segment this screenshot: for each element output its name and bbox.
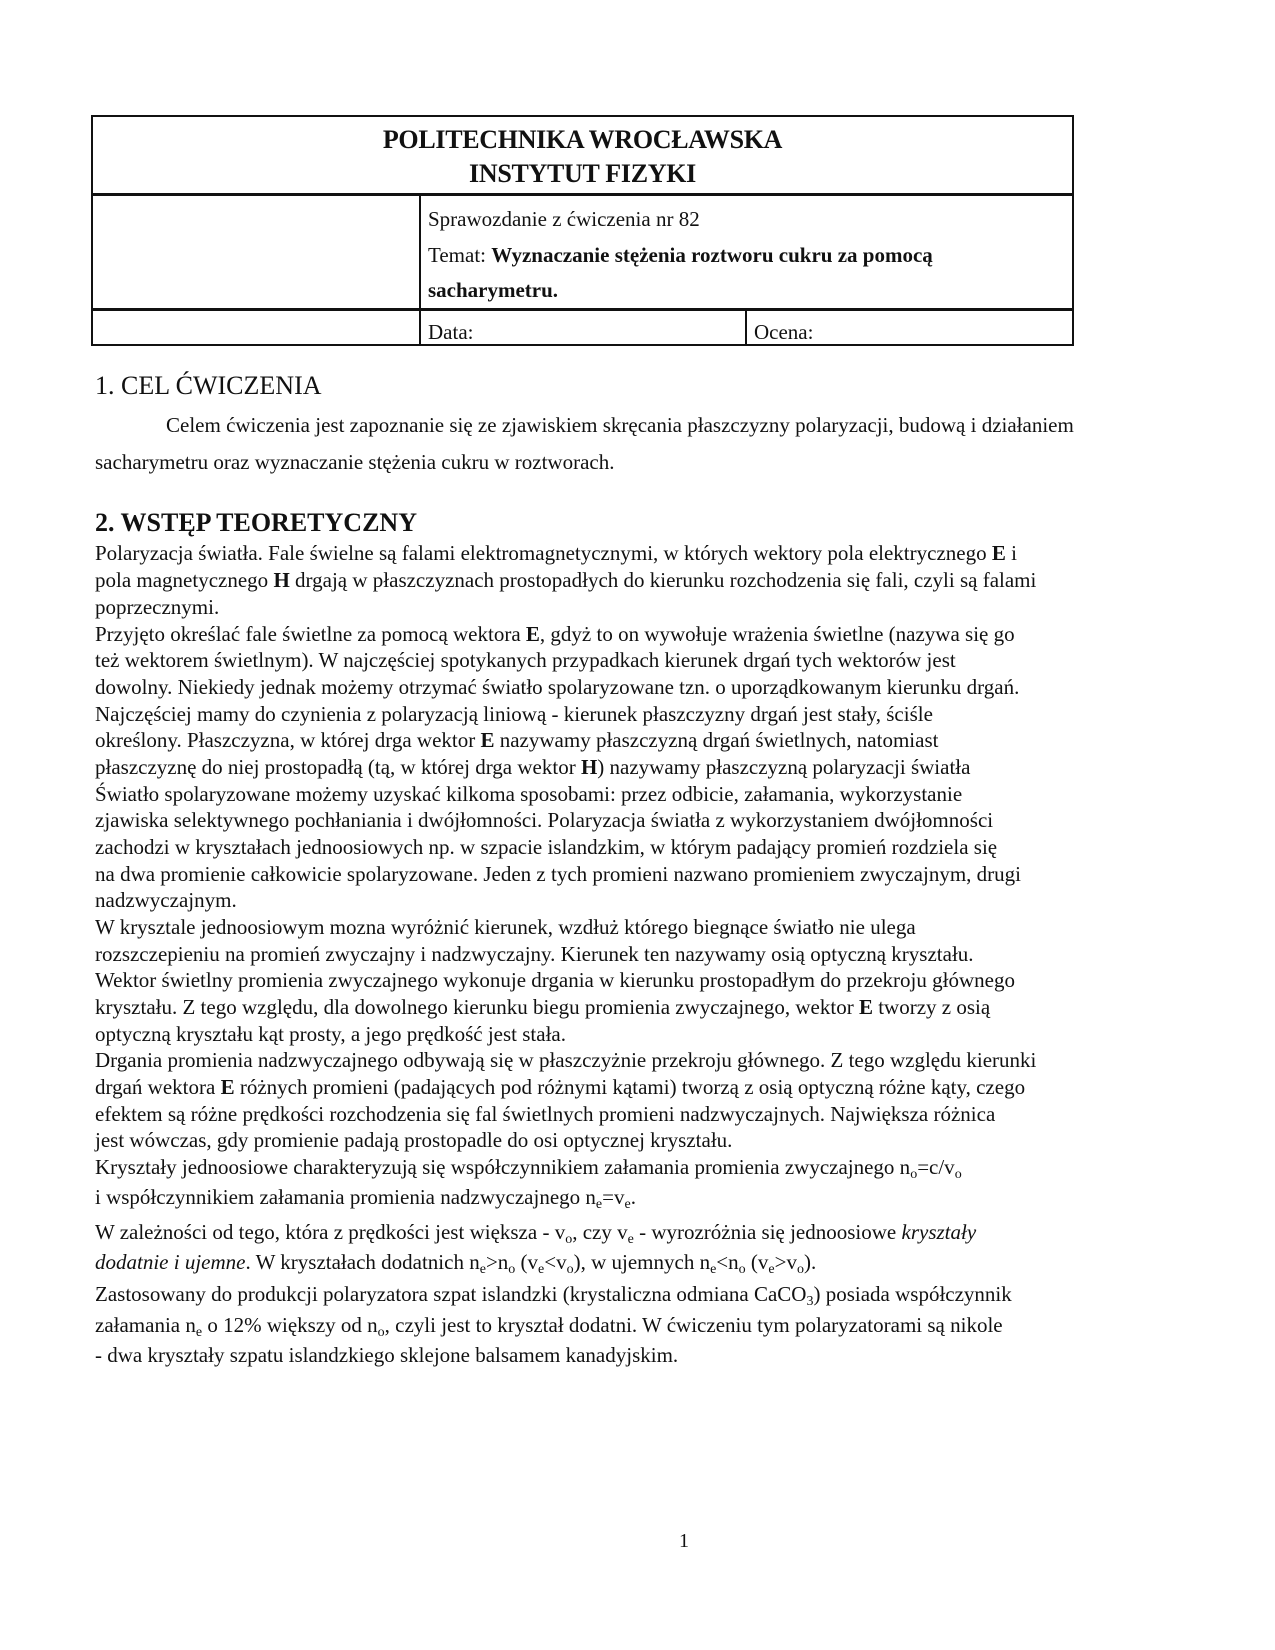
paragraph-line: rozszczepieniu na promień zwyczajny i nadzwyczajny. Kierunek ten nazywamy osią optyczną kryształu. [95, 942, 974, 966]
paragraph-line: załamania $n_e$ o 12% większy od $n_o$, czyli jest to kryształ dodatni. W ćwiczeniu tym polaryzatorami są nikole [95, 1313, 1003, 1340]
paragraph-line: Polaryzacja światła. Fale świelne są falami elektromagnetycznymi, w których wektory pola elektrycznego E i [95, 541, 1017, 565]
section-heading-goal: 1. CEL ĆWICZENIA [95, 371, 322, 400]
paragraph-line: kryształu. Z tego względu, dla dowolnego kierunku biegu promienia zwyczajnego, wektor E tworzy z osią [95, 995, 991, 1019]
paragraph-line: płaszczyznę do niej prostopadłą (tą, w której drga wektor H) nazywamy płaszczyzną polaryzacji światła [95, 755, 971, 779]
paragraph-line: drgań wektora E różnych promieni (padających pod różnymi kątami) tworzą z osią optyczną różne kąty, czego [95, 1075, 1026, 1099]
paragraph-line: efektem są różne prędkości rozchodzenia się fal świetlnych promieni nadzwyczajnych. Największa różnica [95, 1102, 996, 1126]
university-name: POLITECHNIKA WROCŁAWSKA [382, 125, 783, 154]
paragraph-line: poprzecznymi. [95, 595, 220, 619]
section-heading-theory: 2. WSTĘP TEORETYCZNY [95, 508, 417, 537]
table-divider [745, 309, 747, 344]
paragraph-line: nadzwyczajnym. [95, 888, 237, 912]
table-divider [93, 308, 1072, 311]
topic-title: Wyznaczanie stężenia roztworu cukru za pomocą [491, 243, 933, 267]
paragraph-line: też wektorem świetlnym). W najczęściej spotykanych przypadkach kierunek drgań tych wektorów jest [95, 648, 956, 672]
paragraph-line: na dwa promienie całkowicie spolaryzowane. Jeden z tych promieni nazwano promieniem zwyczajnym, drugi [95, 862, 1021, 886]
paragraph-line: W zależności od tego, która z prędkości jest większa - $v_o$, czy $v_e$ - wyrozróżnia się jednoosiowe kryształy [95, 1220, 977, 1247]
paragraph-line: określony. Płaszczyzna, w której drga wektor E nazywamy płaszczyzną drgań świetlnych, natomiast [95, 728, 939, 752]
paragraph-line: Drgania promienia nadzwyczajnego odbywają się w płaszczyżnie przekroju głównego. Z tego względu kierunki [95, 1048, 1037, 1072]
page-number: 1 [679, 1530, 689, 1552]
paragraph-line: Przyjęto określać fale świetlne za pomocą wektora E, gdyż to on wywołuje wrażenia świetlne (nazywa się go [95, 622, 1015, 646]
vector-e: E [991, 541, 1006, 565]
paragraph-line: Kryształy jednoosiowe charakteryzują się współczynnikiem załamania promienia zwyczajnego $n_o=c/v_o$ [95, 1155, 962, 1182]
paragraph-line: Wektor świetlny promienia zwyczajnego wykonuje drgania w kierunku prostopadłym do przekroju głównego [95, 968, 1015, 992]
report-number: Sprawozdanie z ćwiczenia nr 82 [428, 207, 700, 231]
vector-h: H [273, 568, 290, 592]
institute-name: INSTYTUT FIZYKI [469, 159, 696, 188]
paragraph-line: optyczną kryształu kąt prosty, a jego prędkość jest stała. [95, 1022, 566, 1046]
paragraph-line: jest wówczas, gdy promienie padają prostopadle do osi optycznej kryształu. [95, 1128, 733, 1152]
paragraph-line: dowolny. Niekiedy jednak możemy otrzymać światło spolaryzowane tzn. o uporządkowanym kierunku drgań. [95, 675, 1020, 699]
paragraph-line: i współczynnikiem załamania promienia nadzwyczajnego $n_e=v_e$. [95, 1185, 636, 1212]
table-divider [419, 193, 421, 344]
date-field-label: Data: [428, 320, 474, 344]
report-header-table [91, 115, 1074, 346]
paragraph-line: pola magnetycznego H drgają w płaszczyznach prostopadłych do kierunku rozchodzenia się fali, czyli są falami [95, 568, 1037, 592]
paragraph-line: Zastosowany do produkcji polaryzatora szpat islandzki (krystaliczna odmiana CaCO$_3$) posiada współczynnik [95, 1282, 1012, 1309]
paragraph-line: Celem ćwiczenia jest zapoznanie się ze zjawiskiem skręcania płaszczyzny polaryzacji, budową i działaniem [166, 413, 1074, 437]
header-title-row [93, 117, 1072, 196]
paragraph-line: zachodzi w kryształach jednoosiowych np. w szpacie islandzkim, w którym padający promień rozdziela się [95, 835, 998, 859]
paragraph-line: Najczęściej mamy do czynienia z polaryzacją liniową - kierunek płaszczyzny drgań jest stały, ściśle [95, 702, 933, 726]
topic-label: Temat: [428, 243, 492, 267]
paragraph-line: zjawiska selektywnego pochłaniania i dwójłomności. Polaryzacja światła z wykorzystaniem dwójłomności [95, 808, 994, 832]
paragraph-line: - dwa kryształy szpatu islandzkiego sklejone balsamem kanadyjskim. [95, 1343, 679, 1367]
topic-title-cont: sacharymetru. [428, 278, 559, 302]
paragraph-line: dodatnie i ujemne. W kryształach dodatnich $n_e>n_o$ $(v_e<v_o)$, w ujemnych $n_e<n_o$ $(v_e>v_o)$. [95, 1250, 817, 1277]
report-topic [428, 243, 933, 268]
paragraph-line: sacharymetru oraz wyznaczanie stężenia cukru w roztworach. [95, 450, 615, 474]
grade-field-label: Ocena: [754, 320, 814, 344]
paragraph-line: W krysztale jednoosiowym mozna wyróżnić kierunek, wzdłuż którego biegnące światło nie ulega [95, 915, 916, 939]
paragraph-line: Światło spolaryzowane możemy uzyskać kilkoma sposobami: przez odbicie, załamania, wykorzystanie [95, 782, 963, 806]
